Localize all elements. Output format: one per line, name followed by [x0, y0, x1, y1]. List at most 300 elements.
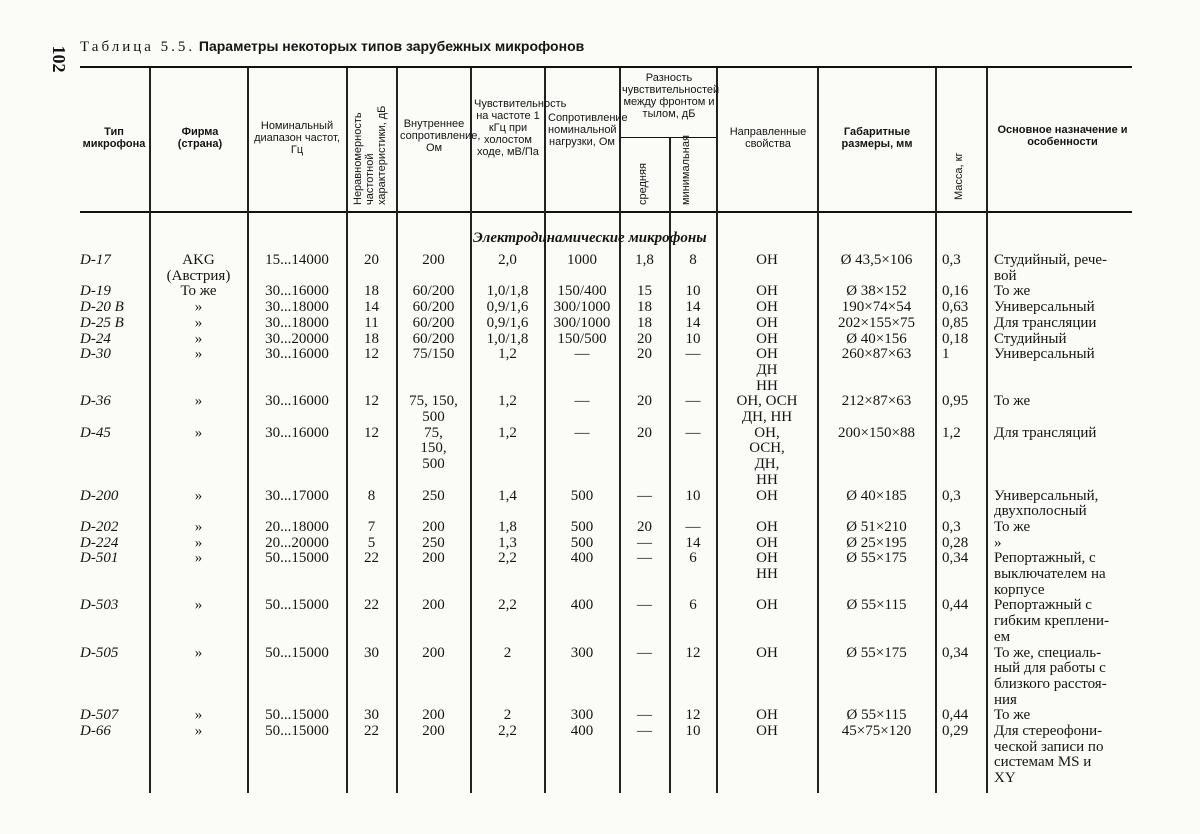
cell-mass: 0,34 — [942, 550, 969, 567]
cell-imp: 75, — [424, 424, 443, 441]
table-row — [0, 598, 1200, 614]
cell-mass: 0,44 — [942, 707, 969, 724]
cell-imp: 200 — [422, 518, 445, 535]
cell-load: 300/1000 — [553, 299, 611, 316]
table-row — [0, 614, 1200, 630]
cell-firm: » — [194, 597, 203, 614]
cell-range: 30...16000 — [265, 424, 329, 441]
header-diff-avg — [637, 145, 649, 205]
cell-dims: 200×150×88 — [838, 424, 915, 441]
table-caption — [80, 38, 584, 56]
cell-firm: » — [194, 330, 203, 347]
cell-range: 30...16000 — [265, 393, 329, 410]
cell-nonuni: 7 — [367, 518, 376, 535]
header-mass — [953, 130, 965, 200]
cell-model: D-17 — [80, 252, 111, 268]
cell-nonuni: 18 — [364, 330, 379, 347]
cell-sens: 1,2 — [498, 346, 517, 363]
cell-range: 50...15000 — [265, 723, 329, 739]
cell-min: 14 — [685, 534, 701, 551]
cell-model: D-224 — [80, 534, 119, 551]
cell-model: D-505 — [80, 644, 119, 661]
cell-purpose: ния — [994, 691, 1017, 708]
cell-mass: 0,3 — [942, 518, 961, 535]
cell-imp: 500 — [422, 456, 445, 473]
cell-dir: ОН — [756, 723, 778, 739]
cell-mass: 0,16 — [942, 283, 969, 300]
cell-avg: 18 — [637, 314, 652, 331]
cell-imp: 200 — [422, 597, 445, 614]
header-nonuniformity — [352, 70, 388, 205]
table-header-rule — [80, 211, 1132, 213]
table-row — [0, 347, 1200, 363]
cell-imp: 250 — [422, 534, 445, 551]
cell-load: 150/500 — [557, 330, 607, 347]
cell-dir: ОН — [756, 283, 778, 300]
table-row — [0, 520, 1200, 536]
cell-sens: 1,2 — [498, 424, 517, 441]
cell-dims: Ø 43,5×106 — [840, 252, 913, 268]
cell-purpose: корпусе — [994, 581, 1045, 598]
cell-dir: НН — [756, 471, 778, 488]
cell-dir: ОН — [756, 487, 778, 504]
cell-dir: ОН, ОСН — [736, 393, 798, 410]
cell-avg: 1,8 — [635, 252, 654, 268]
cell-avg: 20 — [637, 346, 652, 363]
cell-imp: 60/200 — [412, 299, 455, 316]
cell-dir: ОН — [756, 534, 778, 551]
cell-nonuni: 22 — [364, 597, 379, 614]
cell-mass: 0,28 — [942, 534, 969, 551]
cell-firm: » — [194, 534, 203, 551]
cell-avg: 20 — [637, 424, 652, 441]
cell-imp: 150, — [420, 440, 447, 457]
cell-purpose: Для трансляций — [994, 424, 1097, 441]
cell-imp: 200 — [422, 707, 445, 724]
cell-nonuni: 14 — [364, 299, 379, 316]
cell-nonuni: 8 — [367, 487, 376, 504]
header-purpose-text: Основное назначение и особенности — [997, 124, 1128, 148]
cell-min: 12 — [685, 707, 701, 724]
cell-dims: Ø 38×152 — [846, 283, 907, 300]
cell-purpose: Универсальный, — [994, 487, 1099, 504]
cell-imp: 200 — [422, 550, 445, 567]
cell-dims: Ø 40×156 — [846, 330, 907, 347]
cell-model: D-200 — [80, 487, 119, 504]
cell-dir: ОН — [756, 299, 778, 316]
cell-sens: 2,2 — [498, 723, 517, 739]
cell-mass: 0,3 — [942, 487, 961, 504]
cell-range: 30...20000 — [265, 330, 329, 347]
cell-purpose: ный для работы с — [994, 660, 1106, 677]
table-row — [0, 661, 1200, 677]
cell-nonuni: 22 — [364, 550, 379, 567]
cell-range: 50...15000 — [265, 644, 329, 661]
cell-load: 400 — [570, 723, 594, 739]
cell-load: 1000 — [567, 252, 597, 268]
header-load — [548, 112, 628, 148]
header-firm — [160, 126, 240, 150]
cell-sens: 2,2 — [498, 597, 517, 614]
cell-min: 10 — [685, 723, 701, 739]
cell-dir: ОН — [756, 707, 778, 724]
cell-dims: 260×87×63 — [841, 346, 912, 363]
cell-firm: » — [194, 707, 203, 724]
header-diff-min-text: минимальная — [680, 135, 692, 205]
cell-avg: — — [637, 550, 652, 567]
cell-model: D-45 — [80, 424, 111, 441]
table-row — [0, 630, 1200, 646]
cell-purpose: То же — [994, 393, 1031, 410]
cell-dir: ОН — [756, 314, 778, 331]
cell-avg: 15 — [637, 283, 652, 300]
cell-dims: Ø 55×175 — [846, 644, 907, 661]
table-caption-title: Параметры некоторых типов зарубежных микрофонов — [198, 38, 585, 54]
cell-dir: ОН — [756, 330, 778, 347]
cell-firm: » — [194, 644, 203, 661]
cell-mass: 0,63 — [942, 299, 969, 316]
cell-dims: Ø 40×185 — [846, 487, 907, 504]
table-row — [0, 300, 1200, 316]
cell-sens: 1,4 — [498, 487, 517, 504]
cell-avg: — — [637, 707, 652, 724]
header-sensitivity — [474, 98, 567, 158]
cell-imp: 60/200 — [412, 314, 455, 331]
cell-load: 300 — [570, 707, 594, 724]
cell-dir: ОСН, — [749, 440, 785, 457]
cell-purpose: Для трансляции — [994, 314, 1097, 331]
table-row — [0, 740, 1200, 756]
cell-dims: Ø 55×115 — [846, 597, 907, 614]
cell-model: D-19 — [80, 283, 111, 300]
cell-dims: 212×87×63 — [841, 393, 912, 410]
cell-nonuni: 18 — [364, 283, 379, 300]
cell-load: — — [574, 393, 590, 410]
table-row — [0, 316, 1200, 332]
cell-model: D-507 — [80, 707, 119, 724]
cell-model: D-20 B — [80, 299, 124, 316]
cell-imp: 200 — [422, 644, 445, 661]
header-diff-text: Разность чувствительностей между фронтом и тылом, дБ — [622, 72, 720, 120]
cell-sens: 1,8 — [498, 518, 517, 535]
cell-imp: 200 — [422, 252, 445, 268]
cell-model: D-36 — [80, 393, 111, 410]
cell-load: 500 — [570, 534, 594, 551]
cell-sens: 1,2 — [498, 393, 517, 410]
cell-range: 30...18000 — [265, 314, 329, 331]
cell-min: 14 — [685, 299, 701, 316]
cell-nonuni: 20 — [364, 252, 379, 268]
header-nonuniformity-text: Неравномерность частотной характеристики, дБ — [352, 105, 388, 205]
cell-avg: 18 — [637, 299, 652, 316]
table-row — [0, 693, 1200, 709]
cell-load: 500 — [570, 487, 594, 504]
table-row — [0, 708, 1200, 724]
cell-firm: » — [194, 299, 203, 316]
cell-mass: 0,29 — [942, 723, 969, 739]
cell-model: D-66 — [80, 723, 111, 739]
cell-firm: То же — [180, 283, 217, 300]
cell-sens: 1,3 — [498, 534, 517, 551]
table-row — [0, 551, 1200, 567]
cell-min: 10 — [685, 487, 701, 504]
cell-avg: — — [637, 597, 652, 614]
cell-purpose: ческой записи по — [994, 738, 1104, 755]
table-row — [0, 332, 1200, 348]
cell-imp: 75, 150, — [409, 393, 458, 410]
cell-min: — — [685, 393, 701, 410]
cell-range: 15...14000 — [265, 252, 329, 268]
table-row — [0, 363, 1200, 379]
table-row — [0, 394, 1200, 410]
cell-load: 400 — [570, 597, 594, 614]
header-purpose — [995, 124, 1130, 148]
cell-mass: 0,44 — [942, 597, 969, 614]
cell-purpose: То же — [994, 518, 1031, 535]
cell-dir: ОН — [756, 550, 778, 567]
cell-imp: 500 — [422, 409, 445, 425]
cell-dims: Ø 25×195 — [846, 534, 907, 551]
cell-avg: 20 — [637, 518, 652, 535]
header-sensitivity-text: Чувствительность на частоте 1 кГц при холостом ходе, мВ/Па — [474, 98, 567, 158]
cell-avg: — — [637, 644, 652, 661]
cell-sens: 2 — [503, 707, 512, 724]
table-row — [0, 755, 1200, 771]
cell-model: D-501 — [80, 550, 119, 567]
table-row — [0, 583, 1200, 599]
header-dims-text: Габаритные размеры, мм — [841, 126, 913, 150]
table-row — [0, 504, 1200, 520]
header-diff — [622, 72, 720, 120]
cell-load: 400 — [570, 550, 594, 567]
cell-dims: 202×155×75 — [838, 314, 915, 331]
cell-purpose: двухполосный — [994, 503, 1087, 520]
cell-range: 30...16000 — [265, 283, 329, 300]
cell-dims: Ø 55×115 — [846, 707, 907, 724]
cell-purpose: Универсальный — [994, 299, 1095, 316]
cell-nonuni: 12 — [364, 424, 379, 441]
cell-imp: 250 — [422, 487, 445, 504]
cell-sens: 1,0/1,8 — [486, 330, 529, 347]
table-row — [0, 457, 1200, 473]
cell-mass: 0,85 — [942, 314, 969, 331]
cell-purpose: Для стереофони- — [994, 723, 1103, 739]
cell-mass: 0,18 — [942, 330, 969, 347]
cell-imp: 60/200 — [412, 330, 455, 347]
cell-firm: » — [194, 487, 203, 504]
cell-dir: НН — [756, 566, 778, 582]
cell-mass: 1 — [942, 346, 950, 363]
cell-load: 300/1000 — [553, 314, 611, 331]
header-impedance-text: Внутреннее сопротивление, Ом — [400, 118, 481, 154]
cell-dir: ОН, — [754, 424, 780, 441]
header-diff-avg-text: средняя — [637, 163, 649, 205]
diff-subheader-rule — [620, 137, 716, 138]
cell-dims: Ø 55×175 — [846, 550, 907, 567]
cell-purpose: » — [994, 534, 1002, 551]
table-row — [0, 724, 1200, 740]
cell-min: 10 — [685, 330, 701, 347]
cell-mass: 0,34 — [942, 644, 969, 661]
cell-purpose: То же — [994, 283, 1031, 300]
cell-purpose: близкого расстоя- — [994, 675, 1107, 692]
cell-dims: Ø 51×210 — [846, 518, 907, 535]
cell-min: — — [685, 424, 701, 441]
cell-sens: 2,2 — [498, 550, 517, 567]
table-row — [0, 646, 1200, 662]
cell-imp: 60/200 — [412, 283, 455, 300]
cell-avg: — — [637, 487, 652, 504]
header-diff-min — [680, 135, 692, 205]
header-range — [252, 120, 342, 156]
cell-model: D-503 — [80, 597, 119, 614]
cell-range: 30...17000 — [265, 487, 329, 504]
table-row — [0, 284, 1200, 300]
cell-model: D-25 B — [80, 314, 124, 331]
cell-model: D-30 — [80, 346, 111, 363]
cell-nonuni: 12 — [364, 393, 379, 410]
cell-sens: 2,0 — [498, 252, 517, 268]
cell-mass: 1,2 — [942, 424, 961, 441]
cell-load: 500 — [570, 518, 594, 535]
cell-firm: » — [194, 393, 203, 410]
header-firm-text: Фирма (страна) — [177, 126, 223, 150]
cell-model: D-202 — [80, 518, 119, 535]
cell-min: 10 — [685, 283, 701, 300]
cell-avg: 20 — [637, 330, 652, 347]
header-dims — [822, 126, 932, 150]
cell-firm: » — [194, 346, 203, 363]
cell-dir: ОН — [756, 252, 778, 268]
cell-purpose: Студийный, рече- — [994, 252, 1108, 268]
cell-load: 300 — [570, 644, 594, 661]
header-type-text: Тип микрофона — [82, 126, 146, 150]
cell-purpose: Универсальный — [994, 346, 1095, 363]
cell-min: — — [685, 518, 701, 535]
table-row — [0, 473, 1200, 489]
cell-firm: » — [194, 424, 203, 441]
table-caption-label: Таблица 5.5. — [80, 39, 196, 55]
cell-range: 50...15000 — [265, 597, 329, 614]
cell-purpose: ем — [994, 628, 1011, 645]
cell-sens: 2 — [503, 644, 512, 661]
cell-purpose: выключателем на — [994, 566, 1106, 582]
cell-nonuni: 30 — [364, 707, 379, 724]
header-directional-text: Направленные свойства — [729, 126, 807, 150]
table-row — [0, 269, 1200, 285]
cell-purpose: Репортажный с — [994, 597, 1092, 614]
cell-range: 50...15000 — [265, 550, 329, 567]
table-row — [0, 677, 1200, 693]
cell-avg: 20 — [637, 393, 652, 410]
cell-range: 30...16000 — [265, 346, 329, 363]
cell-model: D-24 — [80, 330, 111, 347]
cell-load: 150/400 — [557, 283, 607, 300]
table-row — [0, 410, 1200, 426]
cell-purpose: XY — [994, 770, 1016, 787]
cell-dir: ОН — [756, 597, 778, 614]
cell-firm: » — [194, 723, 203, 739]
cell-dir: ОН — [756, 346, 778, 363]
cell-firm: AKG — [182, 252, 215, 268]
header-directional — [720, 126, 816, 150]
cell-min: 6 — [689, 597, 697, 614]
cell-purpose: системам MS и — [994, 754, 1092, 771]
cell-imp: 200 — [422, 723, 445, 739]
page-number: 102 — [49, 45, 69, 73]
cell-min: 12 — [685, 644, 701, 661]
cell-dir: ОН — [756, 518, 778, 535]
cell-dir: ОН — [756, 644, 778, 661]
table-row — [0, 567, 1200, 583]
cell-min: 14 — [685, 314, 701, 331]
cell-range: 30...18000 — [265, 299, 329, 316]
cell-purpose: Студийный — [994, 330, 1067, 347]
cell-firm: » — [194, 518, 203, 535]
cell-nonuni: 11 — [364, 314, 379, 331]
section-title: Электродинамические микрофоны — [473, 230, 707, 246]
cell-avg: — — [637, 534, 652, 551]
table-row — [0, 379, 1200, 395]
cell-min: 6 — [689, 550, 697, 567]
header-type — [80, 126, 148, 150]
table-row — [0, 441, 1200, 457]
table-row — [0, 771, 1200, 787]
cell-range: 50...15000 — [265, 707, 329, 724]
header-impedance — [400, 118, 481, 154]
cell-mass: 0,95 — [942, 393, 969, 410]
cell-purpose: гибким креплени- — [994, 613, 1110, 630]
cell-imp: 75/150 — [412, 346, 455, 363]
cell-load: — — [574, 346, 590, 363]
cell-range: 20...18000 — [265, 518, 329, 535]
cell-dir: ДН — [756, 361, 778, 378]
cell-dims: 190×74×54 — [841, 299, 912, 316]
header-range-text: Номинальный диапазон частот, Гц — [254, 120, 340, 156]
cell-purpose: вой — [994, 267, 1017, 284]
cell-min: — — [685, 346, 701, 363]
cell-firm: » — [194, 314, 203, 331]
cell-dims: 45×75×120 — [841, 723, 912, 739]
cell-mass: 0,3 — [942, 252, 961, 268]
cell-avg: — — [637, 723, 652, 739]
table-row — [0, 489, 1200, 505]
cell-dir: ДН, — [754, 456, 780, 473]
cell-dir: НН — [756, 377, 778, 394]
cell-nonuni: 5 — [367, 534, 376, 551]
cell-dir: ДН, НН — [741, 409, 793, 425]
cell-load: — — [574, 424, 590, 441]
cell-range: 20...20000 — [265, 534, 329, 551]
header-mass-text: Масса, кг — [953, 152, 965, 200]
cell-nonuni: 30 — [364, 644, 379, 661]
cell-min: 8 — [689, 252, 697, 268]
table-row — [0, 426, 1200, 442]
table-row — [0, 536, 1200, 552]
cell-nonuni: 12 — [364, 346, 379, 363]
cell-purpose: Репортажный, с — [994, 550, 1096, 567]
table-row — [0, 253, 1200, 269]
cell-firm: (Австрия) — [166, 267, 231, 284]
header-load-text: Сопротивление номинальной нагрузки, Ом — [548, 112, 628, 148]
cell-nonuni: 22 — [364, 723, 379, 739]
cell-sens: 1,0/1,8 — [486, 283, 529, 300]
cell-purpose: То же — [994, 707, 1031, 724]
cell-sens: 0,9/1,6 — [486, 299, 529, 316]
table-top-rule — [80, 66, 1132, 68]
cell-purpose: То же, специаль- — [994, 644, 1102, 661]
cell-sens: 0,9/1,6 — [486, 314, 529, 331]
